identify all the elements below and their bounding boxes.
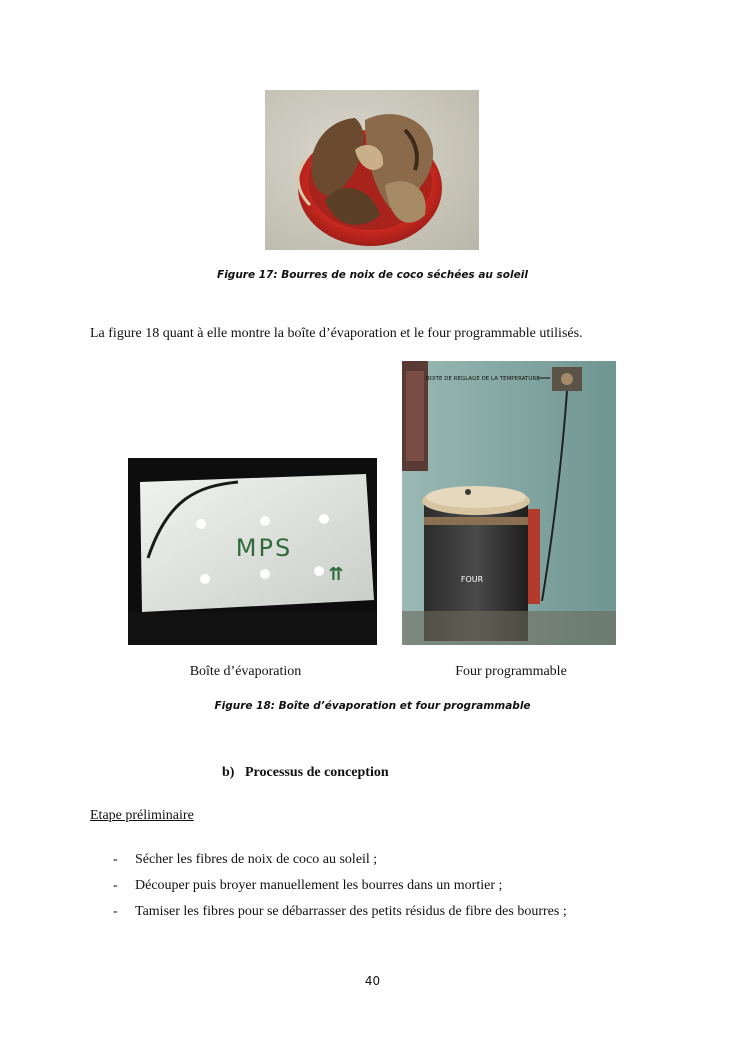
section-title: Processus de conception [245, 765, 389, 780]
list-item [0, 852, 745, 872]
mps-label: MPS [235, 534, 293, 562]
evaporation-box-label: Boîte d’évaporation [189, 664, 302, 679]
arrows-up-icon: ⇈ [328, 564, 344, 585]
section-marker: b) [222, 765, 235, 780]
bullet-dash: - [113, 878, 118, 893]
coconut-husks-image [265, 90, 479, 250]
programmable-oven-label: Four programmable [455, 664, 567, 679]
figure-17-caption: Figure 17: Bourres de noix de coco séchées au soleil [217, 269, 528, 281]
list-item-text: Tamiser les fibres pour se débarrasser des petits résidus de fibre des bourres ; [135, 904, 567, 919]
list-item-text: Découper puis broyer manuellement les bourres dans un mortier ; [135, 878, 503, 893]
bullet-dash: - [113, 904, 118, 919]
oven-image [402, 361, 616, 645]
subsection-heading: Etape préliminaire [90, 808, 194, 823]
evaporation-box-image [128, 458, 377, 645]
intro-paragraph: La figure 18 quant à elle montre la boîte d’évaporation et le four programmable utilisés. [90, 326, 583, 341]
list-item [0, 878, 745, 898]
evaporation-box-photo [128, 458, 377, 645]
figure-18-caption: Figure 18: Boîte d’évaporation et four programmable [214, 700, 531, 712]
page-number: 40 [364, 974, 381, 988]
figure-17-photo [265, 90, 479, 250]
temperature-box-label: BOITE DE REGLAGE DE LA TEMPERATURE [426, 376, 540, 382]
programmable-oven-photo [402, 361, 616, 645]
list-item-text: Sécher les fibres de noix de coco au soleil ; [135, 852, 378, 867]
list-item [0, 904, 745, 924]
oven-label: FOUR [460, 575, 484, 584]
bullet-dash: - [113, 852, 118, 867]
